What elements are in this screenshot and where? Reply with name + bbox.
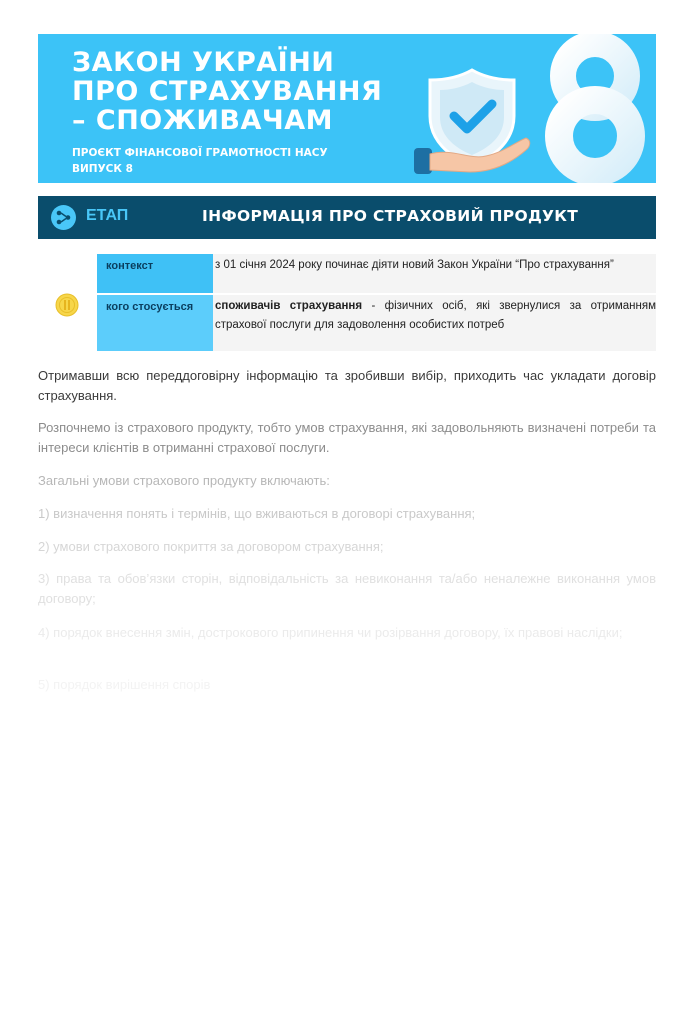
paragraph: 2) умови страхового покриття за договором страхування;: [38, 539, 384, 554]
coin-icon: [55, 293, 79, 317]
paragraph: 1) визначення понять і термінів, що вживаються в договорі страхування;: [38, 506, 476, 521]
paragraph: Розпочнемо із страхового продукту, тобто умов страхування, які задовольняють визначені потреби та інтереси клієнтів в отриманні страхової послуги.: [38, 420, 656, 455]
issue-number: ВИПУСК 8: [72, 163, 133, 175]
paragraph: Отримавши всю переддоговірну інформацію та зробивши вибір, приходить час укладати договір страхування.: [38, 368, 656, 403]
stage-icon: [50, 204, 77, 231]
project-name: ПРОЄКТ ФІНАНСОВОЇ ГРАМОТНОСТІ НАСУ: [72, 147, 328, 159]
info-value-bold: споживачів страхування: [215, 300, 363, 312]
info-row-audience: [97, 295, 656, 351]
banner-title-line: ЗАКОН УКРАЇНИ: [72, 47, 335, 78]
info-value-rest: - фізичних осіб, які звернулися за отриманням страхової послуги для задоволення особистих потреб: [215, 300, 656, 331]
paragraph: 4) порядок внесення змін, дострокового припинення чи розірвання договору, їх правові наслідки;: [38, 625, 623, 640]
paragraph: 5) порядок вирішення спорів: [38, 677, 211, 692]
info-value: з 01 січня 2024 року починає діяти новий Закон України “Про страхування”: [213, 254, 656, 293]
info-table: [97, 254, 656, 351]
info-row-context: [97, 254, 656, 293]
banner-subtitle: [72, 145, 328, 177]
info-label: кого стосується: [97, 295, 213, 351]
stage-title: ІНФОРМАЦІЯ ПРО СТРАХОВИЙ ПРОДУКТ: [202, 207, 579, 225]
issue-number-graphic: [538, 34, 653, 183]
info-value: [213, 295, 656, 351]
banner-title: [72, 48, 382, 135]
stage-header: [38, 196, 656, 239]
paragraph: Загальні умови страхового продукту включають:: [38, 473, 330, 488]
info-label: контекст: [97, 254, 213, 293]
banner: [38, 34, 656, 183]
paragraph: 3) права та обов’язки сторін, відповідальність за невиконання та/або неналежне виконання умов договору;: [38, 571, 656, 606]
shield-hand-icon: [412, 64, 532, 176]
stage-label: ЕТАП: [86, 207, 129, 224]
banner-title-line: ПРО СТРАХУВАННЯ: [72, 76, 383, 107]
banner-title-line: – СПОЖИВАЧАМ: [72, 105, 333, 136]
